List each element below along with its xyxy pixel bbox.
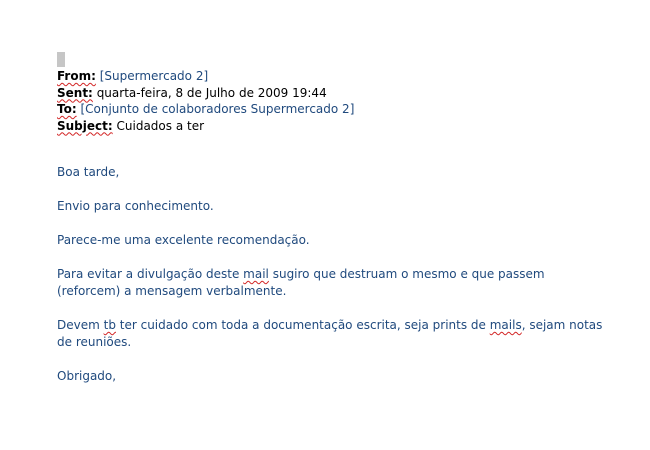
sent-label: Sent: <box>57 85 93 100</box>
paragraph-4-text-e: , sejam notas de reuniões. <box>57 318 603 349</box>
paragraph-3-text-a: Para evitar a divulgação deste <box>57 267 244 281</box>
from-label: From: <box>57 69 96 83</box>
paragraph-4 <box>57 317 607 351</box>
subject-value: Cuidados a ter <box>116 118 205 133</box>
subject-row <box>57 118 354 135</box>
paragraph-3 <box>57 266 607 300</box>
greeting: Boa tarde, <box>57 165 120 179</box>
closing: Obrigado, <box>57 369 117 383</box>
misspelled-word-mail: mail <box>243 267 269 281</box>
to-row <box>57 101 354 118</box>
email-body <box>57 164 607 402</box>
paragraph-4-text-c: ter cuidado com toda a documentação escrita, seja prints de <box>115 318 490 332</box>
paragraph-2: Parece-me uma excelente recomendação. <box>57 233 310 247</box>
from-value: [Supermercado 2] <box>99 69 209 83</box>
subject-label: Subject: <box>57 118 113 133</box>
paragraph-4-text-a: Devem <box>57 318 104 332</box>
sent-row <box>57 85 354 102</box>
to-label: To: <box>57 102 77 116</box>
email-header <box>57 68 354 134</box>
from-row <box>57 68 354 85</box>
misspelled-word-tb: tb <box>103 318 116 332</box>
to-value: [Conjunto de colaboradores Supermercado 2] <box>80 102 355 116</box>
selection-marker <box>57 52 65 67</box>
misspelled-word-mails: mails <box>489 318 522 332</box>
paragraph-3-text-c: sugiro que destruam o mesmo e que passem (reforcem) a mensagem verbalmente. <box>57 267 545 298</box>
sent-value: quarta-feira, 8 de Julho de 2009 19:44 <box>96 85 327 100</box>
paragraph-1: Envio para conhecimento. <box>57 199 214 213</box>
